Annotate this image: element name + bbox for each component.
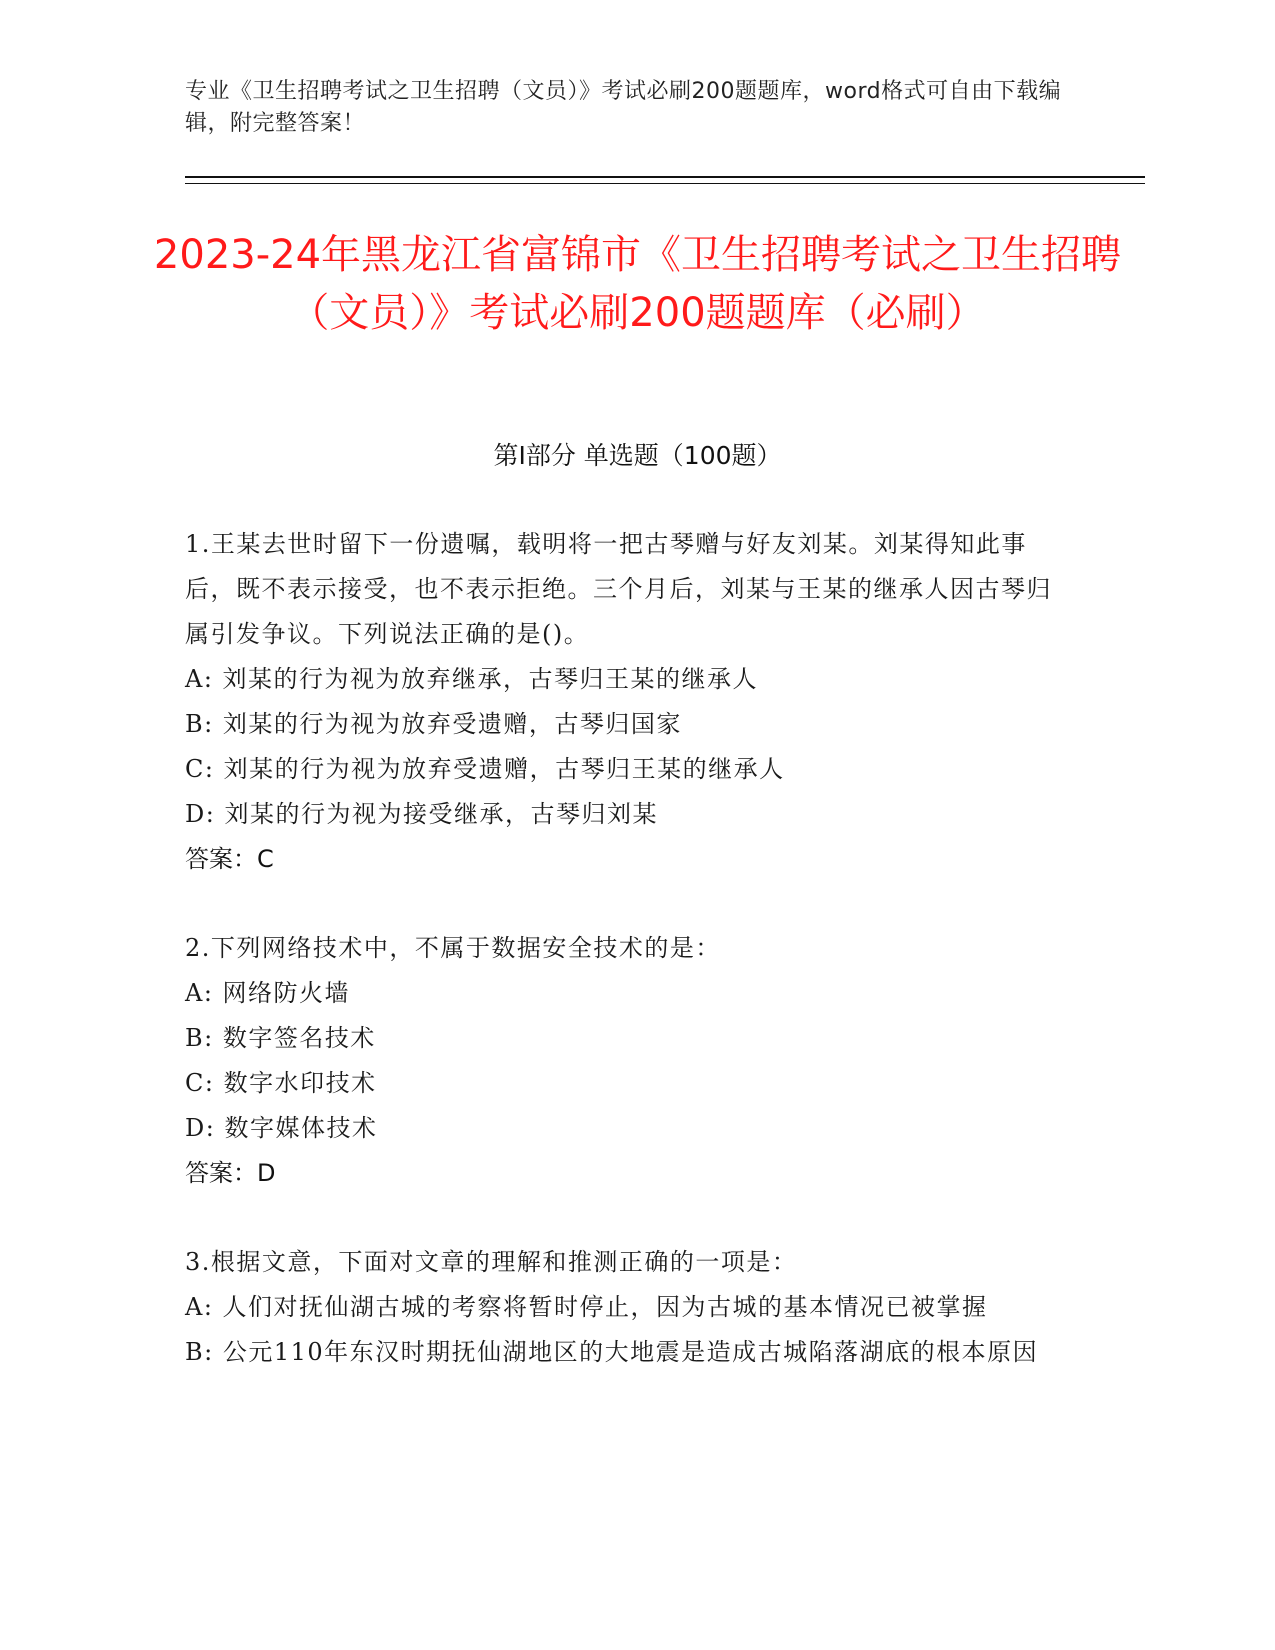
question-2: [185, 926, 1065, 1196]
option-b: B: 公元110年东汉时期抚仙湖地区的大地震是造成古城陷落湖底的根本原因: [185, 1338, 1039, 1366]
option-d: D: 数字媒体技术: [185, 1114, 378, 1142]
question-stem: 3.根据文意，下面对文章的理解和推测正确的一项是：: [185, 1248, 798, 1276]
question-1: [185, 522, 1065, 882]
question-list: [185, 522, 1065, 1419]
option-d: D: 刘某的行为视为接受继承，古琴归刘某: [185, 800, 658, 828]
option-a: A: 刘某的行为视为放弃继承，古琴归王某的继承人: [185, 665, 759, 693]
option-a: A: 网络防火墙: [185, 979, 351, 1007]
option-b: B: 刘某的行为视为放弃受遗赠，古琴归国家: [185, 710, 682, 738]
answer: 答案：C: [185, 845, 274, 873]
header-rule-thick: [185, 176, 1145, 178]
option-b: B: 数字签名技术: [185, 1024, 376, 1052]
question-3: [185, 1240, 1065, 1375]
question-stem: 2.下列网络技术中，不属于数据安全技术的是：: [185, 934, 721, 962]
option-c: C: 刘某的行为视为放弃受遗赠，古琴归王某的继承人: [185, 755, 785, 783]
answer: 答案：D: [185, 1159, 276, 1187]
header-note: 专业《卫生招聘考试之卫生招聘（文员）》考试必刷200题题库，word格式可自由下载编辑，附完整答案！: [185, 79, 1062, 136]
header-rule-thin: [185, 183, 1145, 184]
option-c: C: 数字水印技术: [185, 1069, 377, 1097]
section-heading: 第I部分 单选题（100题）: [493, 441, 782, 470]
question-stem: 1.王某去世时留下一份遗嘱，载明将一把古琴赠与好友刘某。刘某得知此事后，既不表示接受，也不表示拒绝。三个月后，刘某与王某的继承人因古琴归属引发争议。下列说法正确的是()。: [185, 530, 1052, 648]
document-title: 2023-24年黑龙江省富锦市《卫生招聘考试之卫生招聘（文员）》考试必刷200题题库（必刷）: [153, 232, 1122, 336]
option-a: A: 人们对抚仙湖古城的考察将暂时停止，因为古城的基本情况已被掌握: [185, 1293, 988, 1321]
